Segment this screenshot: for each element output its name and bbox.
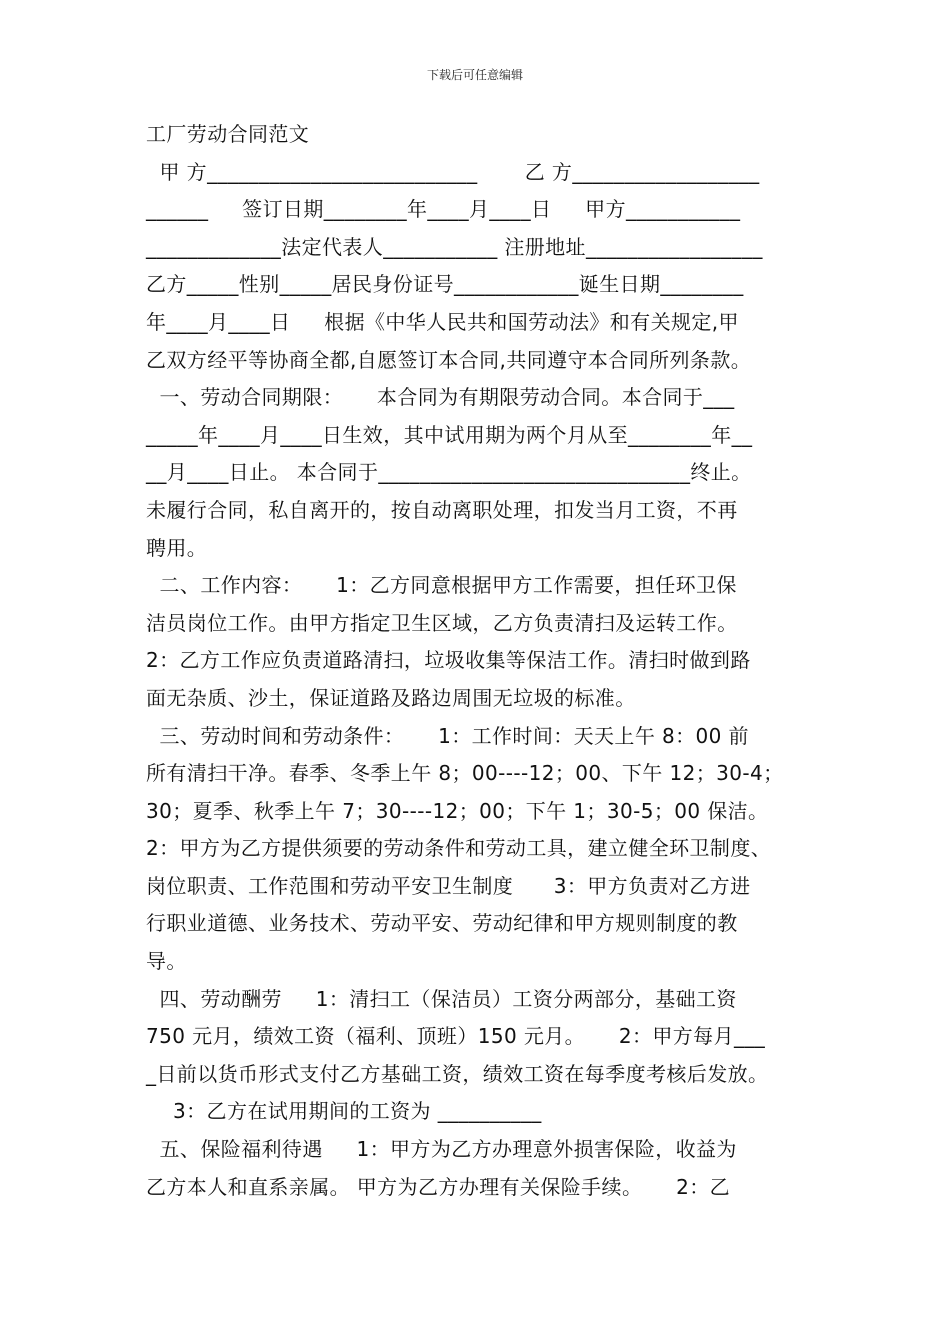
text-line: _日前以货币形式支付乙方基础工资，绩效工资在每季度考核后发放。 [146,1061,769,1086]
section-heading-1: 一、劳动合同期限： 本合同为有期限劳动合同。本合同于___ [146,385,735,410]
section-heading-5: 五、保险福利待遇 1：甲方为乙方办理意外损害保险，收益为 [146,1137,737,1162]
text-line: 2：甲方为乙方提供须要的劳动条件和劳动工具，建立健全环卫制度、 [146,836,772,861]
text-line: 乙双方经平等协商全都,自愿签订本合同,共同遵守本合同所列条款。 [146,347,752,372]
page-header: 下载后可任意编辑 [426,68,523,82]
text-line: 未履行合同，私自离开的，按自动离职处理，扣发当月工资，不再 [146,497,738,522]
text-line: 洁员岗位工作。由甲方指定卫生区域，乙方负责清扫及运转工作。 [146,610,738,635]
text-line: 聘用。 [146,535,208,560]
text-line: ______ 签订日期________年____月____日 甲方___________ [146,197,741,222]
text-line: 乙方_____性别_____居民身份证号____________诞生日期________ [146,272,744,297]
text-line: _____年____月____日生效，其中试用期为两个月从至________年__ [146,422,753,447]
text-line: 岗位职责、工作范围和劳动平安卫生制度 3：甲方负责对乙方进 [146,873,751,898]
text-line: 30；夏季、秋季上午 7；30----12；00；下午 1；30-5；00 保洁。 [146,798,769,823]
section-heading-3: 三、劳动时间和劳动条件： 1：工作时间：天天上午 8：00 前 [146,723,749,748]
document-body [146,116,836,1206]
text-line: 乙方本人和直系亲属。 甲方为乙方办理有关保险手续。 2：乙 [146,1174,731,1199]
text-line: 所有清扫干净。春季、冬季上午 8；00----12；00、下午 12；30-4； [146,761,784,786]
text-line: __月____日止。 本合同于______________________________终止。 [146,460,752,485]
text-line: 行职业道德、业务技术、劳动平安、劳动纪律和甲方规则制度的教 [146,911,738,936]
text-line: _____________法定代表人___________ 注册地址_________________ [146,234,763,259]
text-line: 年____月____日 根据《中华人民共和国劳动法》和有关规定,甲 [146,309,739,334]
text-line: 2：乙方工作应负责道路清扫，垃圾收集等保洁工作。清扫时做到路 [146,648,751,673]
text-line: 3：乙方在试用期间的工资为 __________ [146,1099,542,1124]
document-title: 工厂劳动合同范文 [146,122,310,146]
text-line: 甲 方__________________________ 乙 方__________________ [146,159,760,184]
section-heading-4: 四、劳动酬劳 1：清扫工（保洁员）工资分两部分，基础工资 [146,986,737,1011]
text-line: 750 元月，绩效工资（福利、顶班）150 元月。 2：甲方每月___ [146,1024,766,1049]
text-line: 面无杂质、沙土，保证道路及路边周围无垃圾的标准。 [146,685,636,710]
section-heading-2: 二、工作内容： 1：乙方同意根据甲方工作需要，担任环卫保 [146,573,737,598]
text-line: 导。 [146,949,187,974]
